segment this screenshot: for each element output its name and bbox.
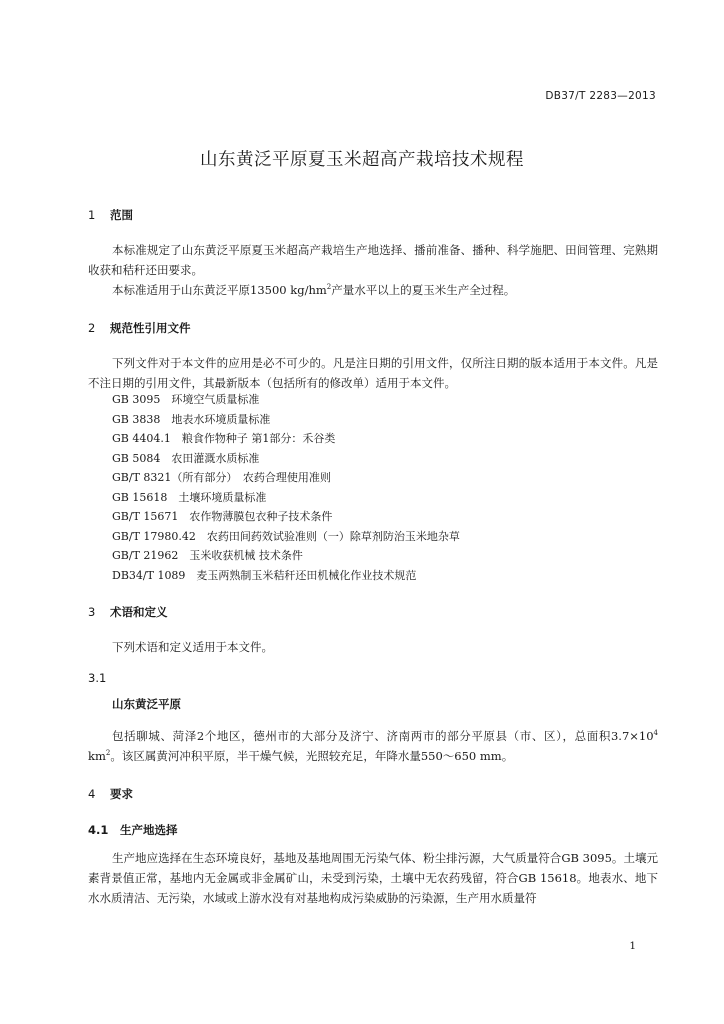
section-title: 术语和定义 [110, 605, 168, 619]
document-title: 山东黄泛平原夏玉米超高产栽培技术规程 [200, 150, 524, 170]
reference-item: GB/T 8321（所有部分） 农药合理使用准则 [112, 471, 331, 484]
subsection-4-1-heading [88, 822, 178, 838]
section-2-heading [88, 320, 191, 336]
section-4-heading [88, 786, 133, 802]
section-2-intro: 下列文件对于本文件的应用是必不可少的。凡是注日期的引用文件，仅所注日期的版本适用于本文件。凡是不注日期的引用文件，其最新版本（包括所有的修改单）适用于本文件。 [88, 356, 658, 390]
reference-item: GB 15618 土壤环境质量标准 [112, 490, 267, 504]
reference-list [112, 390, 460, 585]
term-definition: 包括聊城、菏泽2个地区，德州市的大部分及济宁、济南两市的部分平原县（市、区），总面积$3.7\times 10^4$ $km^2$。该区属黄河冲积平原，半干燥气候，光照较充足，年降水量550～650 mm。 [88, 729, 658, 763]
section-3-intro: 下列术语和定义适用于本文件。 [112, 640, 273, 654]
section-number: 3 [88, 605, 96, 619]
section-1-paragraph-2: 本标准适用于山东黄泛平原13500 $kg/hm^2$产量水平以上的夏玉米生产全过程。 [112, 283, 516, 297]
page-number: 1 [629, 940, 636, 952]
standard-code: DB37/T 2283—2013 [545, 90, 656, 102]
reference-item: GB/T 17980.42 农药田间药效试验准则（一）除草剂防治玉米地杂草 [112, 529, 460, 543]
reference-item: GB 4404.1 粮食作物种子 第1部分：禾谷类 [112, 432, 336, 445]
section-1-paragraph-1: 本标准规定了山东黄泛平原夏玉米超高产栽培生产地选择、播前准备、播种、科学施肥、田间管理、完熟期收获和秸秆还田要求。 [88, 243, 658, 277]
section-1-heading [88, 207, 133, 223]
section-title: 要求 [110, 787, 134, 801]
section-number: 4 [88, 787, 96, 801]
section-title: 范围 [110, 208, 134, 222]
reference-item: GB/T 21962 玉米收获机械 技术条件 [112, 549, 303, 562]
reference-item: GB 3095 环境空气质量标准 [112, 393, 260, 406]
reference-item: DB34/T 1089 麦玉两熟制玉米秸秆还田机械化作业技术规范 [112, 568, 417, 582]
subsection-number: 4.1 [88, 823, 109, 837]
reference-item: GB 5084 农田灌溉水质标准 [112, 451, 260, 465]
term-title: 山东黄泛平原 [112, 697, 181, 711]
section-4-1-paragraph: 生产地应选择在生态环境良好，基地及基地周围无污染气体、粉尘排污源，大气质量符合GB 3095。土壤元素背景值正常，基地内无金属或非金属矿山，未受到污染，土壤中无农药残留，符合GB 15618。地表水、地下水水质清洁、无污染，水域或上游水没有对基地构成污染威胁的污染源，生产用水质量符 [88, 851, 658, 905]
reference-item: GB/T 15671 农作物薄膜包衣种子技术条件 [112, 510, 333, 523]
reference-item: GB 3838 地表水环境质量标准 [112, 412, 271, 426]
section-title: 规范性引用文件 [110, 321, 191, 335]
subsection-3-1-number: 3.1 [88, 671, 107, 685]
section-number: 1 [88, 208, 96, 222]
section-3-heading [88, 604, 168, 620]
subsection-title: 生产地选择 [120, 823, 178, 837]
section-number: 2 [88, 321, 96, 335]
